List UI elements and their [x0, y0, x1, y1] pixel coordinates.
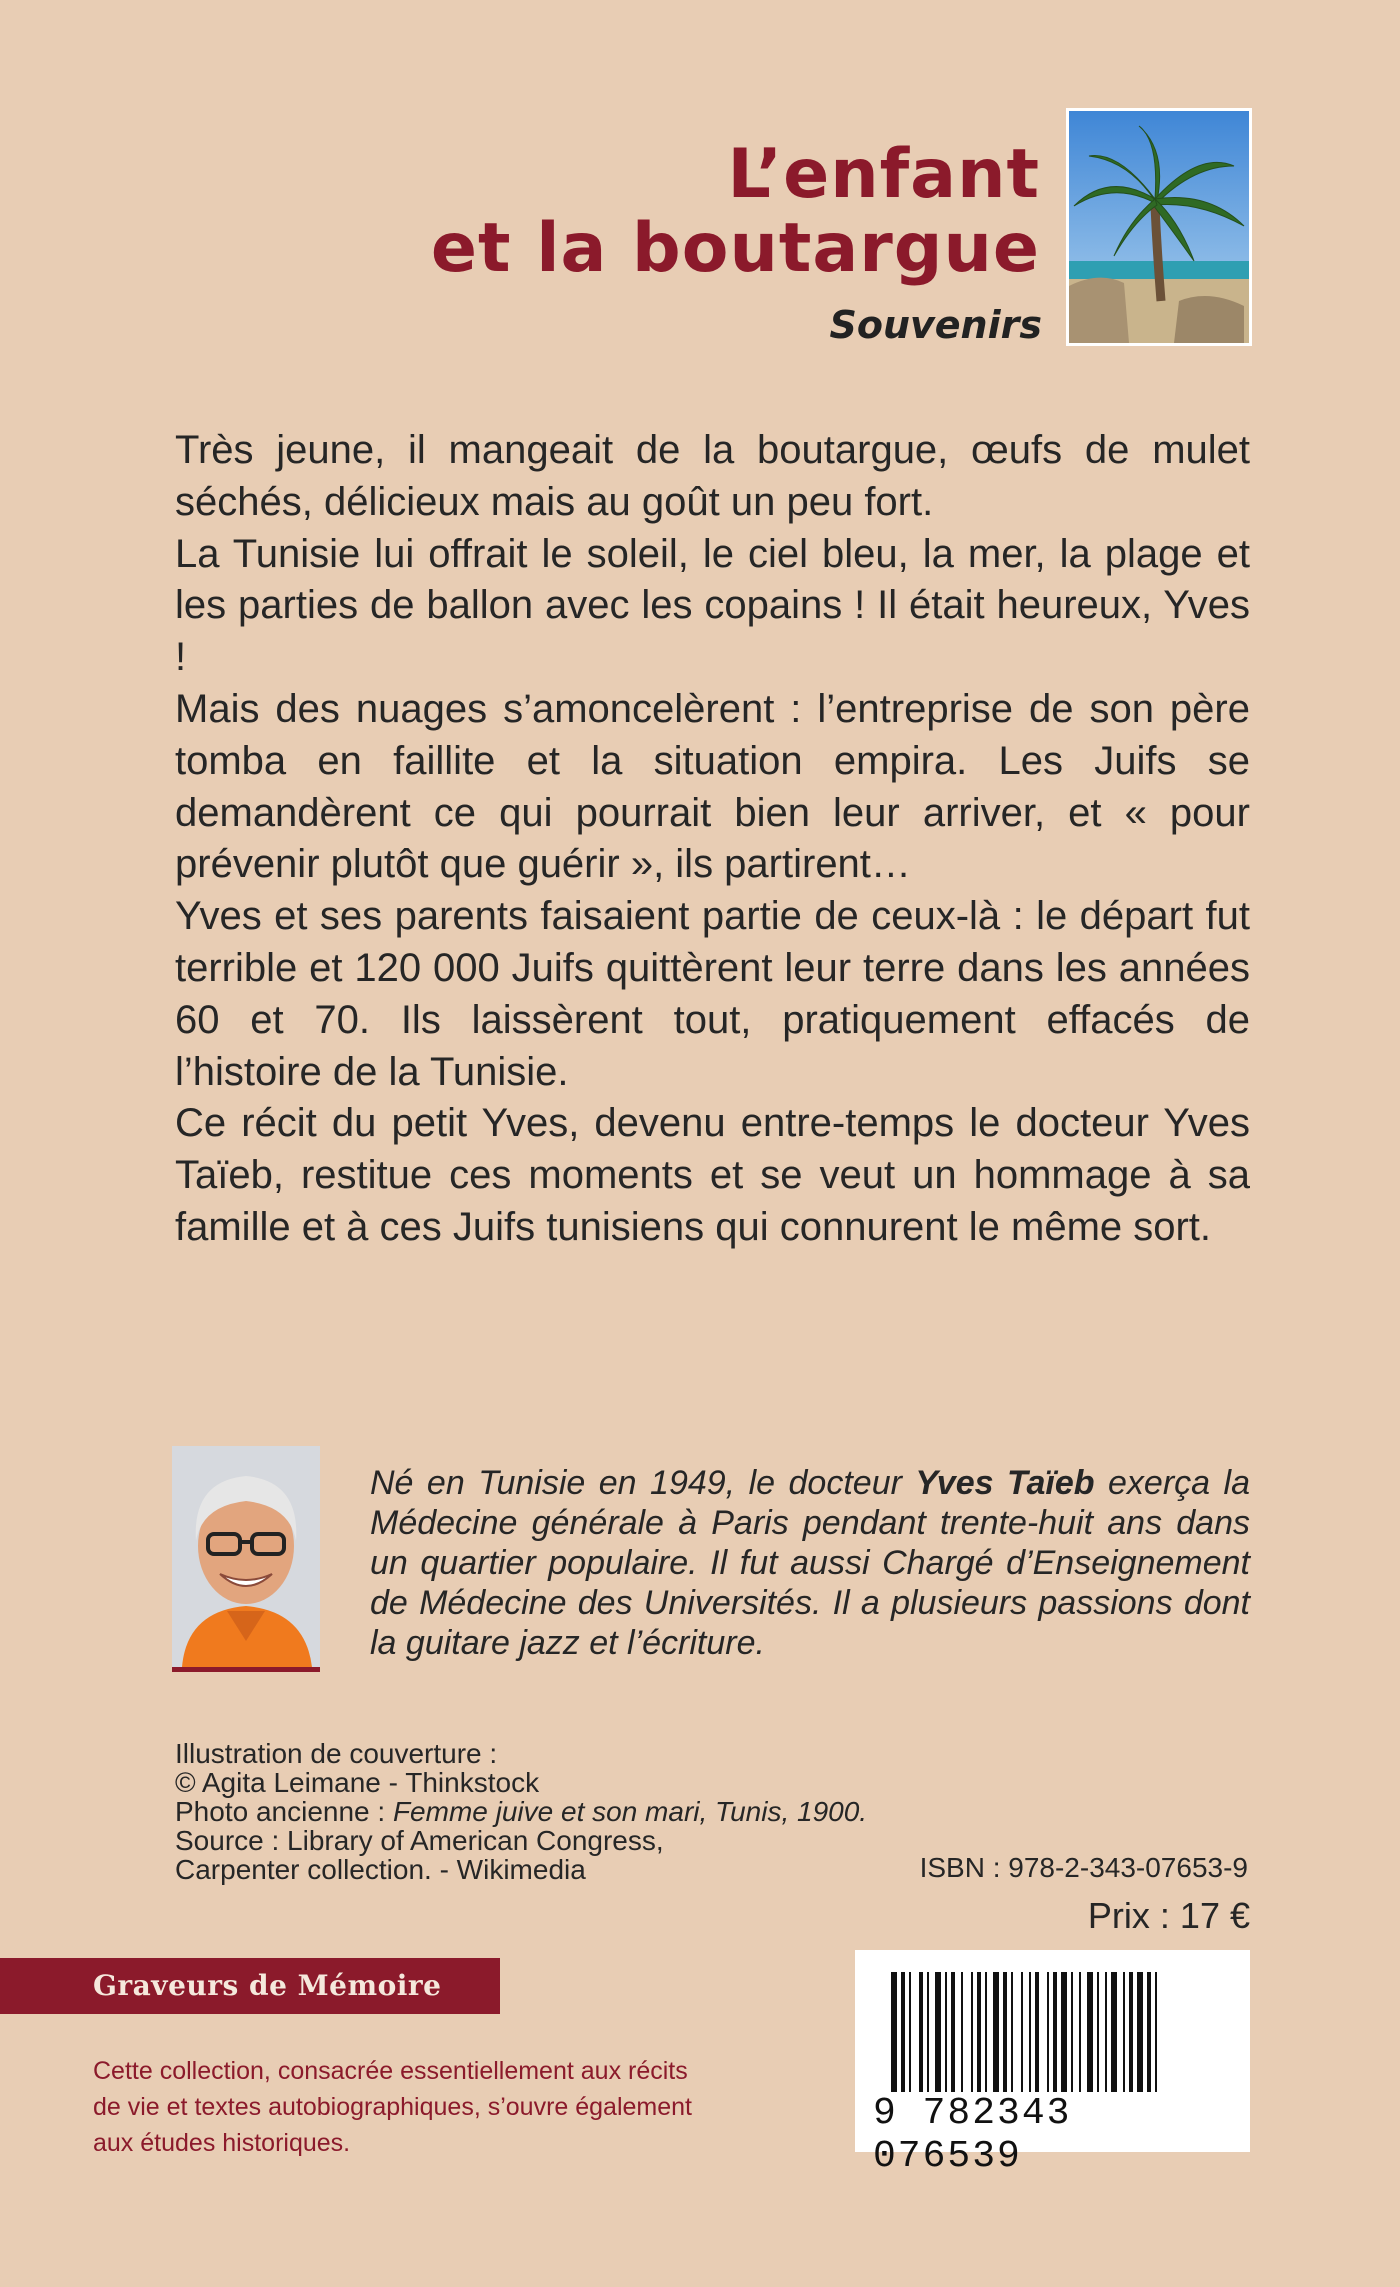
author-name: Yves Taïeb [915, 1464, 1095, 1502]
author-bio [370, 1463, 1250, 1663]
barcode-bar [993, 1972, 999, 2092]
price: Prix : 17 € [1087, 1895, 1250, 1936]
barcode-digits: 9 782343 076539 [873, 2092, 1072, 2178]
credit-line: Carpenter collection. - Wikimedia [175, 1854, 586, 1885]
barcode-bar [1021, 1972, 1023, 2092]
palm-tree-photo [1066, 108, 1252, 346]
author-bio-text: exerça la Médecine générale à Paris pendant trente-huit ans dans un quartier populaire. Il fut aussi Chargé d’Enseignement de Médecine des Universités. Il a plusieurs passions dont la guitare jazz et l’écriture. [370, 1464, 1250, 1662]
barcode-bar [1003, 1972, 1007, 2092]
barcode-bar [1155, 1972, 1157, 2092]
barcode-bar [1011, 1972, 1013, 2092]
barcode-bar [1137, 1972, 1143, 2092]
summary-paragraph: La Tunisie lui offrait le soleil, le ciel bleu, la mer, la plage et les parties de ballon avec les copains ! Il était heureux, Yves ! [175, 531, 1250, 680]
summary-paragraph: Ce récit du petit Yves, devenu entre-temps le docteur Yves Taïeb, restitue ces moments et se veut un hommage à sa famille et à ces Juifs tunisiens qui connurent le même sort. [175, 1101, 1250, 1249]
author-portrait [172, 1446, 320, 1667]
barcode-bar [1061, 1972, 1067, 2092]
book-title [400, 135, 1040, 288]
title-line-2: et la boutargue [430, 209, 1040, 288]
credit-photo-caption: Femme juive et son mari, Tunis, 1900. [392, 1796, 868, 1827]
barcode-bar [1035, 1972, 1039, 2092]
isbn: ISBN : 978-2-343-07653-9 [919, 1852, 1248, 1883]
title-line-1: L’enfant [727, 135, 1040, 214]
barcode-bar [1029, 1972, 1031, 2092]
barcode-bar [935, 1972, 941, 2092]
collection-description-line: de vie et textes autobiographiques, s’ouvre également [93, 2093, 692, 2121]
barcode-bar [1129, 1972, 1133, 2092]
credit-label: Photo ancienne : [175, 1796, 393, 1827]
barcode [855, 1950, 1250, 2178]
barcode-bar [927, 1972, 929, 2092]
barcode-bar [1047, 1972, 1049, 2092]
barcode-bar [1087, 1972, 1093, 2092]
credit-line: Source : Library of American Congress, [175, 1825, 664, 1856]
barcode-bar [961, 1972, 963, 2092]
barcode-bar [909, 1972, 911, 2092]
author-photo [172, 1446, 320, 1672]
book-subtitle: Souvenirs [829, 303, 1042, 347]
barcode-bar [1147, 1972, 1151, 2092]
barcode-bar [919, 1972, 923, 2092]
barcode-bar [1053, 1972, 1057, 2092]
credit-line [175, 1797, 935, 1826]
barcode-bar [1111, 1972, 1117, 2092]
barcode-bar [1079, 1972, 1081, 2092]
credit-line: Illustration de couverture : [175, 1738, 498, 1769]
credit-line: © Agita Leimane - Thinkstock [175, 1767, 540, 1798]
barcode-bar [891, 1972, 897, 2092]
summary-paragraph: Mais des nuages s’amoncelèrent : l’entreprise de son père tomba en faillite et la situation empira. Les Juifs se demandèrent ce qui pourrait bien leur arriver, et « pour prévenir plutôt que guérir », ils partirent… [175, 686, 1250, 887]
palm-tree-image [1069, 111, 1249, 343]
barcode-bar [977, 1972, 981, 2092]
collection-description [93, 2053, 753, 2161]
summary-paragraph: Très jeune, il mangeait de la boutargue, œufs de mulet séchés, délicieux mais au goût un peu fort. [175, 428, 1250, 524]
collection-name: Graveurs de Mémoire [93, 1969, 442, 2002]
author-bio-intro: Né en Tunisie en 1949, le docteur [370, 1464, 916, 1502]
barcode-bar [1123, 1972, 1125, 2092]
barcode-bar [945, 1972, 947, 2092]
barcode-bar [1071, 1972, 1073, 2092]
barcode-bar [1097, 1972, 1099, 2092]
summary-paragraph: Yves et ses parents faisaient partie de ceux-là : le départ fut terrible et 120 000 Juifs quittèrent leur terre dans les années 60 et 70. Ils laissèrent tout, pratiquement effacés de l’histoire de la Tunisie. [175, 894, 1250, 1094]
image-credits [175, 1739, 935, 1884]
barcode-bar [901, 1972, 905, 2092]
barcode-bar [1105, 1972, 1107, 2092]
barcode-bar [971, 1972, 973, 2092]
collection-description-line: aux études historiques. [93, 2129, 351, 2157]
barcode-bar [985, 1972, 987, 2092]
barcode-bars [855, 1950, 1250, 2100]
collection-description-line: Cette collection, consacrée essentiellement aux récits [93, 2057, 688, 2085]
back-cover-summary [175, 425, 1250, 1254]
barcode-bar [951, 1972, 955, 2092]
collection-banner [0, 1958, 500, 2014]
